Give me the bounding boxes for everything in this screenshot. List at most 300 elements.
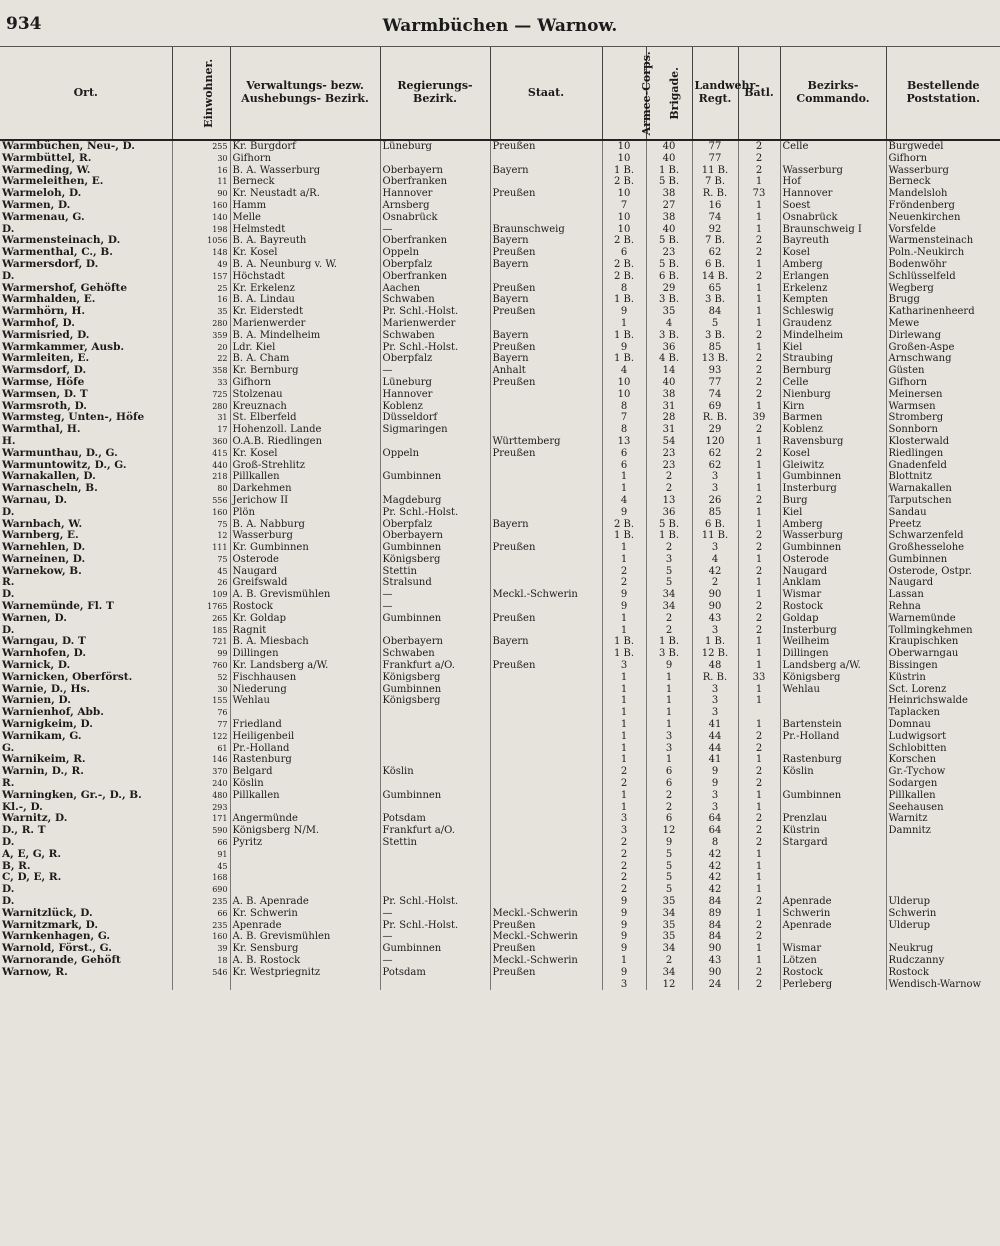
- cell-batl: 2: [738, 140, 780, 153]
- cell-landwehr-regt: R. B.: [692, 188, 738, 200]
- cell-brigade: 29: [646, 283, 692, 295]
- cell-armee-corps: 2: [602, 778, 646, 790]
- cell-batl: 2: [738, 389, 780, 401]
- cell-verwaltungsbezirk: [230, 979, 380, 991]
- cell-poststation: Warmsen: [886, 401, 1000, 413]
- cell-verwaltungsbezirk: Höchstadt: [230, 271, 380, 283]
- table-row: [0, 719, 1000, 731]
- cell-bezirks-commando: Königsberg: [780, 672, 886, 684]
- cell-bezirks-commando: Rostock: [780, 601, 886, 613]
- cell-batl: 2: [738, 743, 780, 755]
- cell-armee-corps: 6: [602, 448, 646, 460]
- cell-staat: [490, 471, 602, 483]
- cell-poststation: Dirlewang: [886, 330, 1000, 342]
- cell-landwehr-regt: 84: [692, 306, 738, 318]
- cell-bezirks-commando: Mindelheim: [780, 330, 886, 342]
- cell-armee-corps: 9: [602, 967, 646, 979]
- cell-ort: Warnitzlück, D.: [2, 906, 93, 919]
- cell-staat: Preußen: [490, 943, 602, 955]
- cell-poststation: Heinrichswalde: [886, 695, 1000, 707]
- cell-batl: 1: [738, 460, 780, 472]
- cell-armee-corps: 1: [602, 684, 646, 696]
- cell-einwohner: 240: [172, 778, 230, 790]
- cell-poststation: Neukrug: [886, 943, 1000, 955]
- cell-landwehr-regt: 64: [692, 813, 738, 825]
- table-row: [0, 448, 1000, 460]
- cell-bezirks-commando: [780, 743, 886, 755]
- table-row: [0, 861, 1000, 873]
- cell-brigade: 12: [646, 825, 692, 837]
- cell-bezirks-commando: Gumbinnen: [780, 471, 886, 483]
- cell-einwohner: 45: [172, 861, 230, 873]
- cell-batl: 39: [738, 412, 780, 424]
- cell-bezirks-commando: Anklam: [780, 577, 886, 589]
- cell-landwehr-regt: 3: [692, 471, 738, 483]
- cell-brigade: 1 B.: [646, 636, 692, 648]
- cell-staat: Bayern: [490, 353, 602, 365]
- cell-landwehr-regt: 69: [692, 401, 738, 413]
- cell-regierungsbezirk: —: [380, 224, 490, 236]
- cell-einwohner: 160: [172, 931, 230, 943]
- cell-armee-corps: 7: [602, 412, 646, 424]
- cell-staat: Meckl.-Schwerin: [490, 908, 602, 920]
- cell-regierungsbezirk: Osnabrück: [380, 212, 490, 224]
- cell-einwohner: 75: [172, 519, 230, 531]
- cell-armee-corps: 2: [602, 766, 646, 778]
- cell-staat: [490, 554, 602, 566]
- cell-bezirks-commando: Prenzlau: [780, 813, 886, 825]
- cell-brigade: 3 B.: [646, 330, 692, 342]
- cell-einwohner: 146: [172, 754, 230, 766]
- cell-einwohner: 33: [172, 377, 230, 389]
- cell-verwaltungsbezirk: B. A. Miesbach: [230, 636, 380, 648]
- cell-batl: [738, 707, 780, 719]
- cell-poststation: Gifhorn: [886, 377, 1000, 389]
- cell-batl: 2: [738, 979, 780, 991]
- cell-landwehr-regt: 62: [692, 448, 738, 460]
- table-row: [0, 943, 1000, 955]
- cell-landwehr-regt: 90: [692, 943, 738, 955]
- cell-ort: Warnie, D., Hs.: [2, 682, 91, 695]
- cell-landwehr-regt: 13 B.: [692, 353, 738, 365]
- cell-einwohner: 77: [172, 719, 230, 731]
- cell-ort: Warmthal, H.: [2, 423, 81, 436]
- cell-einwohner: 90: [172, 188, 230, 200]
- table-row: [0, 577, 1000, 589]
- cell-ort: Warnigkeim, D.: [2, 718, 93, 731]
- cell-verwaltungsbezirk: Wehlau: [230, 695, 380, 707]
- cell-bezirks-commando: Bartenstein: [780, 719, 886, 731]
- table-row: [0, 247, 1000, 259]
- cell-poststation: Pillkallen: [886, 790, 1000, 802]
- page-number: 934: [6, 14, 42, 34]
- table-row: [0, 979, 1000, 991]
- cell-bezirks-commando: Amberg: [780, 259, 886, 271]
- cell-ort: Warnekow, B.: [2, 564, 82, 577]
- cell-einwohner: 160: [172, 200, 230, 212]
- cell-regierungsbezirk: [380, 884, 490, 896]
- cell-regierungsbezirk: Königsberg: [380, 695, 490, 707]
- cell-batl: 2: [738, 967, 780, 979]
- cell-einwohner: 66: [172, 837, 230, 849]
- cell-regierungsbezirk: —: [380, 365, 490, 377]
- cell-poststation: Burgwedel: [886, 140, 1000, 153]
- cell-poststation: [886, 861, 1000, 873]
- cell-ort: Warmeding, W.: [2, 163, 91, 176]
- cell-einwohner: 171: [172, 813, 230, 825]
- cell-einwohner: 690: [172, 884, 230, 896]
- cell-brigade: 34: [646, 908, 692, 920]
- cell-landwehr-regt: 44: [692, 743, 738, 755]
- cell-batl: 1: [738, 283, 780, 295]
- cell-poststation: Güsten: [886, 365, 1000, 377]
- table-row: [0, 483, 1000, 495]
- cell-brigade: 3: [646, 554, 692, 566]
- cell-brigade: 2: [646, 542, 692, 554]
- page-title: Warmbüchen — Warnow.: [382, 16, 618, 36]
- cell-batl: 2: [738, 896, 780, 908]
- cell-batl: 1: [738, 719, 780, 731]
- cell-verwaltungsbezirk: Kr. Kosel: [230, 448, 380, 460]
- cell-batl: 1: [738, 342, 780, 354]
- cell-verwaltungsbezirk: Belgard: [230, 766, 380, 778]
- cell-brigade: 2: [646, 471, 692, 483]
- cell-brigade: 2: [646, 613, 692, 625]
- cell-verwaltungsbezirk: Gifhorn: [230, 153, 380, 165]
- cell-verwaltungsbezirk: A. B. Grevismühlen: [230, 589, 380, 601]
- cell-landwehr-regt: 85: [692, 342, 738, 354]
- table-row: [0, 530, 1000, 542]
- table-row: [0, 837, 1000, 849]
- cell-ort: Warmbüttel, R.: [2, 151, 92, 164]
- cell-staat: Preußen: [490, 283, 602, 295]
- cell-armee-corps: 6: [602, 247, 646, 259]
- cell-batl: 1: [738, 636, 780, 648]
- cell-staat: Bayern: [490, 165, 602, 177]
- cell-regierungsbezirk: Koblenz: [380, 401, 490, 413]
- cell-brigade: 3: [646, 731, 692, 743]
- table-row: [0, 636, 1000, 648]
- cell-bezirks-commando: Erkelenz: [780, 283, 886, 295]
- cell-bezirks-commando: Rostock: [780, 967, 886, 979]
- cell-bezirks-commando: [780, 861, 886, 873]
- table-row: [0, 849, 1000, 861]
- cell-einwohner: 91: [172, 849, 230, 861]
- cell-staat: Anhalt: [490, 365, 602, 377]
- cell-poststation: Brugg: [886, 294, 1000, 306]
- cell-verwaltungsbezirk: Kr. Bernburg: [230, 365, 380, 377]
- cell-staat: Preußen: [490, 660, 602, 672]
- cell-bezirks-commando: Barmen: [780, 412, 886, 424]
- table-row: [0, 495, 1000, 507]
- cell-staat: Meckl.-Schwerin: [490, 589, 602, 601]
- cell-staat: [490, 754, 602, 766]
- cell-brigade: 2: [646, 790, 692, 802]
- cell-armee-corps: 1: [602, 483, 646, 495]
- cell-bezirks-commando: Amberg: [780, 519, 886, 531]
- cell-staat: [490, 625, 602, 637]
- table-row: [0, 743, 1000, 755]
- cell-staat: [490, 389, 602, 401]
- cell-einwohner: 35: [172, 306, 230, 318]
- cell-batl: 1: [738, 790, 780, 802]
- cell-brigade: 34: [646, 967, 692, 979]
- cell-verwaltungsbezirk: Pillkallen: [230, 790, 380, 802]
- cell-batl: 1: [738, 318, 780, 330]
- cell-regierungsbezirk: Marienwerder: [380, 318, 490, 330]
- cell-staat: Preußen: [490, 613, 602, 625]
- cell-armee-corps: 1 B.: [602, 530, 646, 542]
- cell-batl: 33: [738, 672, 780, 684]
- cell-poststation: Großen-Aspe: [886, 342, 1000, 354]
- cell-regierungsbezirk: Oberpfalz: [380, 259, 490, 271]
- cell-staat: [490, 530, 602, 542]
- cell-poststation: Poln.-Neukirch: [886, 247, 1000, 259]
- cell-ort: Warmbüchen, Neu-, D.: [2, 140, 135, 152]
- cell-armee-corps: 1 B.: [602, 294, 646, 306]
- cell-armee-corps: 10: [602, 188, 646, 200]
- table-row: [0, 259, 1000, 271]
- cell-staat: [490, 695, 602, 707]
- cell-landwehr-regt: 4: [692, 554, 738, 566]
- cell-regierungsbezirk: Oberbayern: [380, 636, 490, 648]
- cell-verwaltungsbezirk: Kr. Burgdorf: [230, 140, 380, 153]
- cell-poststation: Gifhorn: [886, 153, 1000, 165]
- cell-brigade: 6: [646, 813, 692, 825]
- cell-regierungsbezirk: Gumbinnen: [380, 613, 490, 625]
- cell-ort: Warmunthau, D., G.: [2, 446, 118, 459]
- cell-poststation: Rudczanny: [886, 955, 1000, 967]
- cell-armee-corps: 1: [602, 625, 646, 637]
- cell-bezirks-commando: Gumbinnen: [780, 790, 886, 802]
- cell-staat: Bayern: [490, 259, 602, 271]
- cell-bezirks-commando: Küstrin: [780, 825, 886, 837]
- table-row: [0, 660, 1000, 672]
- cell-regierungsbezirk: [380, 153, 490, 165]
- cell-batl: 2: [738, 448, 780, 460]
- cell-landwehr-regt: 29: [692, 424, 738, 436]
- cell-batl: 2: [738, 353, 780, 365]
- cell-regierungsbezirk: Stettin: [380, 566, 490, 578]
- cell-staat: Meckl.-Schwerin: [490, 931, 602, 943]
- cell-einwohner: 293: [172, 802, 230, 814]
- cell-regierungsbezirk: Schwaben: [380, 294, 490, 306]
- cell-regierungsbezirk: [380, 460, 490, 472]
- cell-regierungsbezirk: —: [380, 589, 490, 601]
- cell-armee-corps: 10: [602, 377, 646, 389]
- cell-bezirks-commando: Osnabrück: [780, 212, 886, 224]
- table-row: [0, 872, 1000, 884]
- cell-regierungsbezirk: [380, 625, 490, 637]
- cell-bezirks-commando: Weilheim: [780, 636, 886, 648]
- cell-armee-corps: 1: [602, 542, 646, 554]
- cell-batl: 2: [738, 601, 780, 613]
- cell-regierungsbezirk: Gumbinnen: [380, 471, 490, 483]
- cell-staat: Bayern: [490, 519, 602, 531]
- cell-einwohner: 52: [172, 672, 230, 684]
- cell-poststation: Gr.-Tychow: [886, 766, 1000, 778]
- table-row: [0, 212, 1000, 224]
- cell-ort: Warmsteg, Unten-, Höfe: [2, 411, 145, 424]
- cell-poststation: Tarputschen: [886, 495, 1000, 507]
- cell-landwehr-regt: 90: [692, 967, 738, 979]
- cell-brigade: 2: [646, 955, 692, 967]
- cell-ort: D.: [2, 588, 15, 601]
- cell-landwehr-regt: R. B.: [692, 672, 738, 684]
- cell-einwohner: 16: [172, 294, 230, 306]
- cell-poststation: Damnitz: [886, 825, 1000, 837]
- cell-einwohner: 25: [172, 283, 230, 295]
- cell-regierungsbezirk: [380, 436, 490, 448]
- cell-armee-corps: 1 B.: [602, 648, 646, 660]
- cell-ort: Warnikam, G.: [2, 729, 82, 742]
- cell-poststation: Osterode, Ostpr.: [886, 566, 1000, 578]
- cell-einwohner: 1765: [172, 601, 230, 613]
- cell-landwehr-regt: 2: [692, 577, 738, 589]
- cell-poststation: Taplacken: [886, 707, 1000, 719]
- col-header-regierungsbezirk: Regierungs- Bezirk.: [380, 47, 490, 141]
- cell-staat: Preußen: [490, 188, 602, 200]
- cell-einwohner: 140: [172, 212, 230, 224]
- cell-regierungsbezirk: Schwaben: [380, 330, 490, 342]
- cell-bezirks-commando: Goldap: [780, 613, 886, 625]
- cell-ort: Warmhof, D.: [2, 316, 75, 329]
- cell-landwehr-regt: 26: [692, 495, 738, 507]
- table-row: [0, 778, 1000, 790]
- cell-poststation: Sandau: [886, 507, 1000, 519]
- cell-einwohner: 721: [172, 636, 230, 648]
- cell-poststation: Rostock: [886, 967, 1000, 979]
- cell-regierungsbezirk: Pr. Schl.-Holst.: [380, 896, 490, 908]
- cell-ort: D.: [2, 883, 15, 896]
- cell-staat: [490, 766, 602, 778]
- cell-regierungsbezirk: Düsseldorf: [380, 412, 490, 424]
- cell-poststation: Bissingen: [886, 660, 1000, 672]
- cell-regierungsbezirk: Lüneburg: [380, 377, 490, 389]
- cell-armee-corps: 9: [602, 601, 646, 613]
- cell-staat: [490, 837, 602, 849]
- cell-ort: Warnick, D.: [2, 659, 71, 672]
- cell-verwaltungsbezirk: Kr. Gumbinnen: [230, 542, 380, 554]
- table-row: [0, 342, 1000, 354]
- cell-batl: 1: [738, 589, 780, 601]
- cell-staat: [490, 401, 602, 413]
- cell-regierungsbezirk: Gumbinnen: [380, 684, 490, 696]
- cell-regierungsbezirk: Oberfranken: [380, 176, 490, 188]
- cell-poststation: Arnschwang: [886, 353, 1000, 365]
- cell-brigade: 5 B.: [646, 235, 692, 247]
- col-header-landwehr-regt: Landwehr- Regt.: [692, 47, 738, 141]
- cell-poststation: Großhesselohe: [886, 542, 1000, 554]
- cell-batl: 1: [738, 754, 780, 766]
- cell-armee-corps: 10: [602, 224, 646, 236]
- cell-ort: D.: [2, 895, 15, 907]
- cell-bezirks-commando: Kempten: [780, 294, 886, 306]
- cell-einwohner: 157: [172, 271, 230, 283]
- cell-batl: 2: [738, 424, 780, 436]
- table-row: [0, 920, 1000, 932]
- cell-landwehr-regt: 64: [692, 825, 738, 837]
- cell-einwohner: 155: [172, 695, 230, 707]
- cell-bezirks-commando: Nienburg: [780, 389, 886, 401]
- cell-regierungsbezirk: Schwaben: [380, 648, 490, 660]
- cell-verwaltungsbezirk: [230, 707, 380, 719]
- table-row: [0, 542, 1000, 554]
- cell-brigade: 1: [646, 719, 692, 731]
- cell-einwohner: 440: [172, 460, 230, 472]
- table-row: [0, 424, 1000, 436]
- cell-landwehr-regt: 85: [692, 507, 738, 519]
- cell-einwohner: 111: [172, 542, 230, 554]
- cell-armee-corps: 2 B.: [602, 271, 646, 283]
- cell-bezirks-commando: Perleberg: [780, 979, 886, 991]
- cell-verwaltungsbezirk: Gifhorn: [230, 377, 380, 389]
- cell-verwaltungsbezirk: Groß-Strehlitz: [230, 460, 380, 472]
- cell-ort: Warningken, Gr.-, D., B.: [2, 788, 142, 801]
- cell-batl: 1: [738, 436, 780, 448]
- cell-bezirks-commando: Kosel: [780, 247, 886, 259]
- cell-verwaltungsbezirk: Ldr. Kiel: [230, 342, 380, 354]
- cell-ort: Warnicken, Oberförst.: [2, 670, 133, 683]
- cell-verwaltungsbezirk: [230, 861, 380, 873]
- cell-verwaltungsbezirk: B. A. Cham: [230, 353, 380, 365]
- cell-verwaltungsbezirk: Kr. Neustadt a/R.: [230, 188, 380, 200]
- cell-batl: 1: [738, 802, 780, 814]
- cell-ort: Warmsen, D. T: [2, 387, 88, 400]
- cell-regierungsbezirk: Oberbayern: [380, 165, 490, 177]
- cell-verwaltungsbezirk: Osterode: [230, 554, 380, 566]
- table-row: [0, 601, 1000, 613]
- cell-regierungsbezirk: Frankfurt a/O.: [380, 660, 490, 672]
- cell-ort: Warmenthal, C., B.: [2, 246, 113, 259]
- cell-armee-corps: 1: [602, 790, 646, 802]
- cell-batl: 2: [738, 247, 780, 259]
- cell-landwehr-regt: 48: [692, 660, 738, 672]
- cell-brigade: 5: [646, 872, 692, 884]
- cell-armee-corps: 1 B.: [602, 353, 646, 365]
- cell-ort: D.: [2, 222, 15, 235]
- cell-regierungsbezirk: Sigmaringen: [380, 424, 490, 436]
- cell-armee-corps: 2: [602, 837, 646, 849]
- cell-bezirks-commando: [780, 778, 886, 790]
- cell-regierungsbezirk: Gumbinnen: [380, 943, 490, 955]
- cell-einwohner: 725: [172, 389, 230, 401]
- cell-brigade: 35: [646, 896, 692, 908]
- cell-landwehr-regt: 42: [692, 849, 738, 861]
- cell-bezirks-commando: Landsberg a/W.: [780, 660, 886, 672]
- cell-ort: D.: [2, 836, 15, 849]
- cell-armee-corps: 2: [602, 872, 646, 884]
- cell-verwaltungsbezirk: Hohenzoll. Lande: [230, 424, 380, 436]
- cell-regierungsbezirk: Oberfranken: [380, 235, 490, 247]
- table-row: [0, 176, 1000, 188]
- cell-armee-corps: 1: [602, 743, 646, 755]
- cell-armee-corps: 4: [602, 365, 646, 377]
- cell-staat: [490, 648, 602, 660]
- cell-regierungsbezirk: Köslin: [380, 766, 490, 778]
- cell-verwaltungsbezirk: Wasserburg: [230, 530, 380, 542]
- cell-verwaltungsbezirk: B. A. Nabburg: [230, 519, 380, 531]
- cell-landwehr-regt: 3: [692, 695, 738, 707]
- cell-staat: [490, 424, 602, 436]
- cell-landwehr-regt: 77: [692, 377, 738, 389]
- cell-poststation: Korschen: [886, 754, 1000, 766]
- cell-staat: Preußen: [490, 967, 602, 979]
- cell-einwohner: 556: [172, 495, 230, 507]
- cell-ort: Warnold, Först., G.: [2, 942, 112, 955]
- table-row: [0, 401, 1000, 413]
- cell-verwaltungsbezirk: B. A. Wasserburg: [230, 165, 380, 177]
